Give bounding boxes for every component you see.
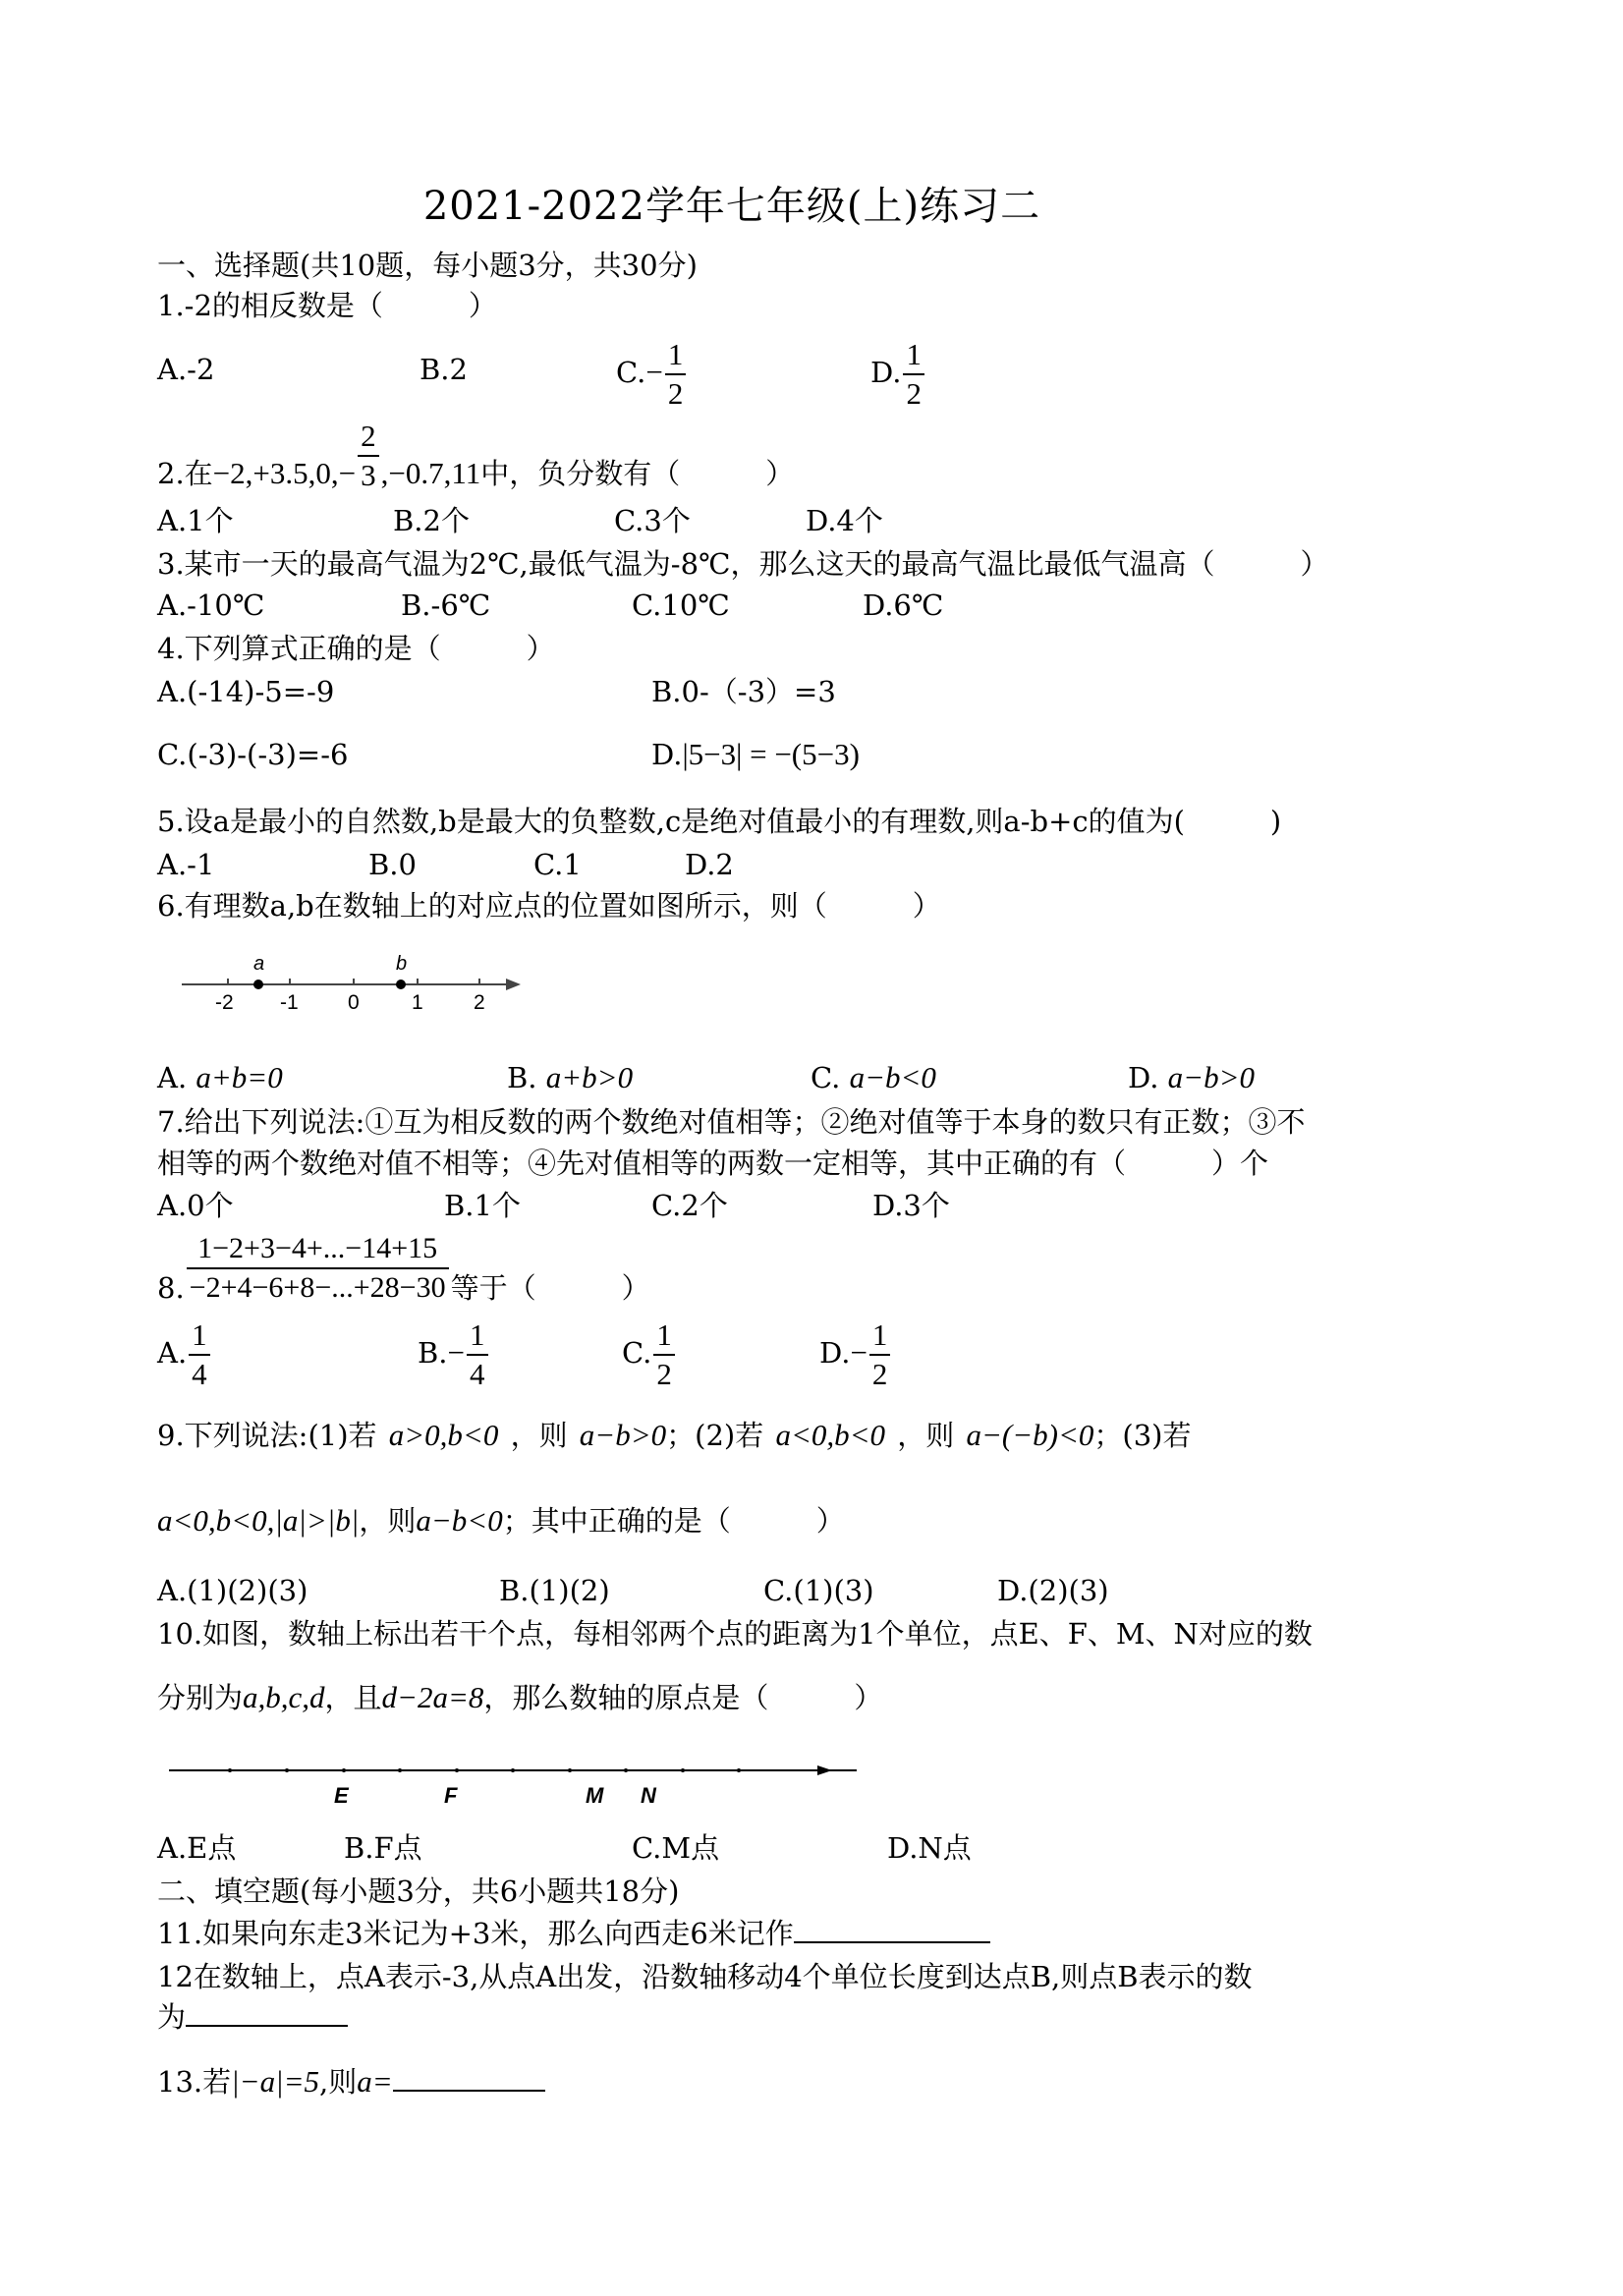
option-a: A.E点: [157, 1831, 237, 1865]
question-8-stem: 8. $\frac{1-2+3-4+...-14+15}{-2+4-6+8-...+28-30}$ 等于（ ）: [157, 1232, 650, 1305]
option-b: B.2个: [393, 504, 470, 537]
option-b: B.0: [368, 848, 417, 881]
question-9-line1: 9.下列说法:(1)若 a>0,b<0 ，则 a−b>0；(2)若 a<0,b<0 ，则 a−(−b)<0；(3)若: [157, 1418, 1192, 1452]
question-1-options: [157, 337, 1336, 411]
question-2-stem: 2.在−2,+3.5,0,− $\frac{2}{3}$ ,−0.7,11中，负分数有（ ）: [157, 419, 795, 492]
option-d: D.|5−3| = −(5−3): [651, 737, 860, 771]
option-d: D. a−b>0: [1128, 1060, 1255, 1094]
point-n-label: N: [641, 1783, 656, 1808]
option-d: D.4个: [806, 504, 883, 537]
option-a: A. a+b=0: [157, 1060, 283, 1094]
option-a: A.-1: [157, 848, 215, 881]
fraction: $\frac{1-2+3-4+...-14+15}{-2+4-6+8-...+28-30}$: [187, 1230, 449, 1307]
question-6-stem: 6.有理数a,b在数轴上的对应点的位置如图所示，则（ ）: [157, 889, 941, 923]
question-11: 11.如果向东走3米记为+3米，那么向西走6米记作: [157, 1916, 990, 1951]
option-c: C.3个: [614, 504, 691, 537]
answer-blank[interactable]: [186, 1999, 348, 2027]
point-b: [396, 980, 406, 989]
option-c: C.1: [533, 848, 582, 881]
question-7-line2: 相等的两个数绝对值不相等；④先对值相等的两数一定相等，其中正确的有（ ）个: [157, 1147, 1269, 1180]
option-b: B.− $\frac{1}{4}$: [418, 1316, 490, 1393]
option-d: D.− $\frac{1}{2}$: [819, 1316, 892, 1393]
option-b: B.1个: [444, 1189, 521, 1222]
option-d: D. $\frac{1}{2}$: [870, 336, 926, 413]
option-a: A.0个: [157, 1189, 234, 1222]
question-12-line2: 为: [157, 1999, 348, 2035]
question-13: 13.若|−a|=5,则a=: [157, 2064, 545, 2100]
question-9-line2: a<0,b<0,|a|>|b|，则a−b<0；其中正确的是（ ）: [157, 1503, 845, 1538]
option-c: C.10℃: [632, 588, 730, 622]
fraction: $\frac{1}{4}$: [467, 1316, 488, 1393]
tick-label: -1: [280, 991, 299, 1014]
option-b: B.0-（-3）=3: [651, 675, 836, 708]
question-5-stem: 5.设a是最小的自然数,b是最大的负整数,c是绝对值最小的有理数,则a-b+c的值为( ): [157, 805, 1282, 838]
option-d: D.3个: [872, 1189, 950, 1222]
question-8-options: [157, 1316, 1336, 1399]
option-b: B. a+b>0: [507, 1060, 634, 1094]
fraction: $\frac{1}{2}$: [869, 1316, 891, 1393]
section-1-heading: 一、选择题(共10题，每小题3分，共30分): [157, 249, 698, 282]
option-a: A.(-14)-5=-9: [157, 675, 335, 708]
point-b-label: b: [396, 953, 408, 975]
question-7-line1: 7.给出下列说法:①互为相反数的两个数绝对值相等；②绝对值等于本身的数只有正数；③不: [157, 1105, 1306, 1139]
option-d: D.2: [685, 848, 734, 881]
option-c: C.M点: [632, 1831, 720, 1865]
option-b: B.F点: [344, 1831, 422, 1865]
option-a: A.1个: [157, 504, 234, 537]
option-d: D.N点: [887, 1831, 972, 1865]
option-d: D.6℃: [863, 588, 944, 622]
fraction: $\frac{1}{2}$: [903, 336, 924, 413]
question-3-stem: 3.某市一天的最高气温为2℃,最低气温为-8℃，那么这天的最高气温比最低气温高（ ）: [157, 547, 1329, 581]
number-line-figure-q6: [182, 948, 683, 1017]
option-b: B.2: [420, 353, 468, 386]
fraction: $\frac{1}{2}$: [665, 336, 687, 413]
option-c: C.2个: [651, 1189, 728, 1222]
point-a: [253, 980, 263, 989]
option-a: A.-10℃: [157, 588, 265, 622]
question-12-line1: 12在数轴上，点A表示-3,从点A出发，沿数轴移动4个单位长度到达点B,则点B表示的数: [157, 1960, 1253, 1993]
tick-label: 2: [474, 991, 485, 1014]
option-a: A. $\frac{1}{4}$: [157, 1316, 212, 1393]
point-e-label: E: [334, 1783, 349, 1808]
fraction: $\frac{1}{2}$: [653, 1316, 675, 1393]
option-c: C. $\frac{1}{2}$: [622, 1316, 677, 1393]
answer-blank[interactable]: [794, 1916, 990, 1943]
point-f-label: F: [444, 1783, 458, 1808]
fraction: $\frac{2}{3}$: [358, 418, 379, 494]
fraction: $\frac{1}{4}$: [189, 1316, 210, 1393]
answer-blank[interactable]: [393, 2064, 545, 2092]
number-line-figure-q10: [169, 1754, 857, 1813]
option-b: B.(1)(2): [499, 1574, 610, 1607]
question-4-stem: 4.下列算式正确的是（ ）: [157, 632, 555, 665]
tick-label: 1: [412, 991, 423, 1014]
point-a-label: a: [253, 953, 265, 975]
point-m-label: M: [586, 1783, 604, 1808]
option-d: D.(2)(3): [997, 1574, 1109, 1607]
option-a: A.-2: [157, 353, 215, 386]
question-10-line2: 分别为a,b,c,d，且d−2a=8，那么数轴的原点是（ ）: [157, 1680, 883, 1714]
option-c: C.(1)(3): [763, 1574, 874, 1607]
option-c: C. a−b<0: [811, 1060, 936, 1094]
option-c: C.− $\frac{1}{2}$: [616, 336, 688, 413]
option-c: C.(-3)-(-3)=-6: [157, 738, 349, 771]
section-2-heading: 二、填空题(每小题3分，共6小题共18分): [157, 1875, 680, 1908]
option-a: A.(1)(2)(3): [157, 1574, 308, 1607]
question-1-stem: 1.-2的相反数是（ ）: [157, 289, 497, 322]
question-10-line1: 10.如图，数轴上标出若干个点，每相邻两个点的距离为1个单位，点E、F、M、N对应的数: [157, 1617, 1313, 1651]
tick-label: -2: [215, 991, 234, 1014]
option-b: B.-6℃: [401, 588, 491, 622]
page-title: 2021-2022学年七年级(上)练习二: [422, 184, 1041, 229]
tick-label: 0: [348, 991, 360, 1014]
